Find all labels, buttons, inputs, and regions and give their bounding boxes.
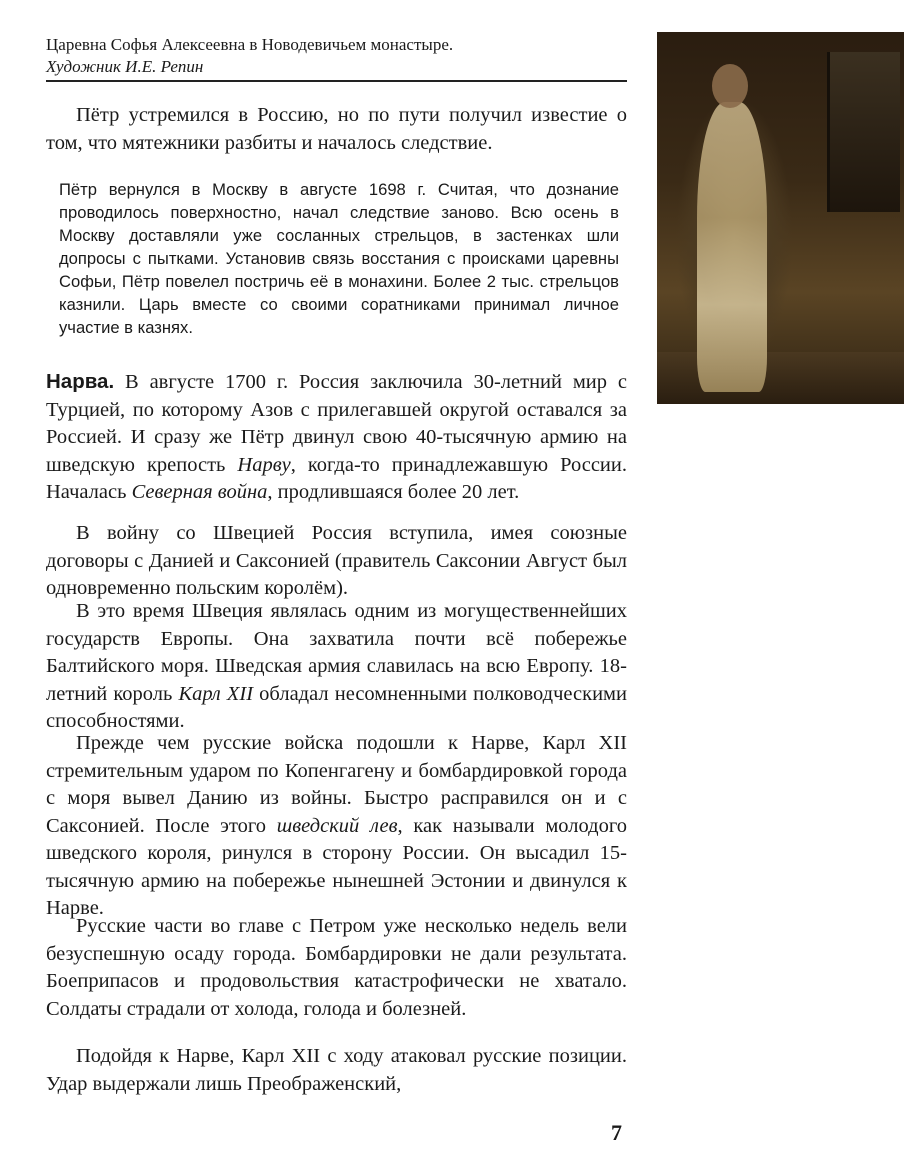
caption-divider <box>46 80 627 82</box>
section-heading-narva: Нарва. <box>46 370 115 393</box>
narva-text-c: , продлившаяся более 20 лет. <box>267 481 520 503</box>
paragraph-karl-campaign <box>46 730 627 923</box>
narva-text-a: В августе 1700 г. Россия заключила 30-летний мир с Турцией, по которому Азов с прилегавшей округой оставался за Россией. И сразу же Пётр двинул свою 40-тысячную армию на шведскую крепость <box>46 371 627 476</box>
sweden-text-a: В это время Швеция являлась одним из могущественнейших государств Европы. Она захватила почти всё побережье Балтийского моря. Шведская армия славилась на всю Европу. 18-летний король <box>46 600 627 705</box>
term-northern-war: Северная война <box>131 481 268 503</box>
narva-text-b: , когда-то принадлежавшую России. Началась <box>46 453 627 503</box>
karl-text-b: , как называли молодого шведского короля, ринулся в сторону России. Он высадил 15-тысячную армию на побережье нынешней Эстонии и двинулся к Нарве. <box>46 814 627 919</box>
painting-floor <box>657 352 904 404</box>
paragraph-alliances: В войну со Швецией Россия вступила, имея союзные договоры с Данией и Саксонией (правитель Саксонии Август был одновременно польским королём). <box>46 522 627 599</box>
paragraph-sweden <box>46 598 627 736</box>
term-karl-xii: Карл XII <box>178 682 254 705</box>
karl-text-a: Прежде чем русские войска подошли к Нарве, Карл XII стремительным ударом по Копенгагену и бомбардировкой города с моря вывел Данию из войны. Быстро расправился он и с Саксонией. После этого <box>46 732 627 837</box>
caption-title: Царевна Софья Алексеевна в Новодевичьем монастыре. <box>46 35 454 54</box>
term-narva: Нарву <box>237 453 291 476</box>
painting-figure <box>697 102 767 392</box>
painting-image <box>657 32 904 404</box>
painting-head <box>712 64 748 108</box>
sidebar-note: Пётр вернулся в Москву в августе 1698 г. Считая, что дознание проводилось поверхностно, начал следствие заново. Всю осень в Москву доставляли уже сосланных стрельцов, в застенках шли допросы с пытками. Установив связь восстания с происками царевны Софьи, Пётр повелел постричь её в монахини. Более 2 тыс. стрельцов казнили. Царь вместе со своими соратниками принимал личное участие в казнях. <box>59 180 619 337</box>
sweden-text-b: обладал несомненными полководческими способностями. <box>46 682 628 732</box>
page-number: 7 <box>611 1120 622 1145</box>
paragraph-attack: Подойдя к Нарве, Карл XII с ходу атаковал русские позиции. Удар выдержали лишь Преображенский, <box>46 1045 627 1095</box>
term-swedish-lion: шведский лев <box>276 814 398 837</box>
paragraph-narva <box>46 368 627 507</box>
figure-caption <box>46 34 626 78</box>
paragraph-siege: Русские части во главе с Петром уже несколько недель вели безуспешную осаду города. Бомбардировки не дали результата. Боеприпасов и продовольствия катастрофически не хватало. Солдаты страдали от холода, голода и болезней. <box>46 915 627 1020</box>
paragraph-return: Пётр устремился в Россию, но по пути получил известие о том, что мятежники разбиты и началось следствие. <box>46 104 627 154</box>
caption-artist: Художник И.Е. Репин <box>46 57 204 76</box>
painting-window <box>827 52 900 212</box>
